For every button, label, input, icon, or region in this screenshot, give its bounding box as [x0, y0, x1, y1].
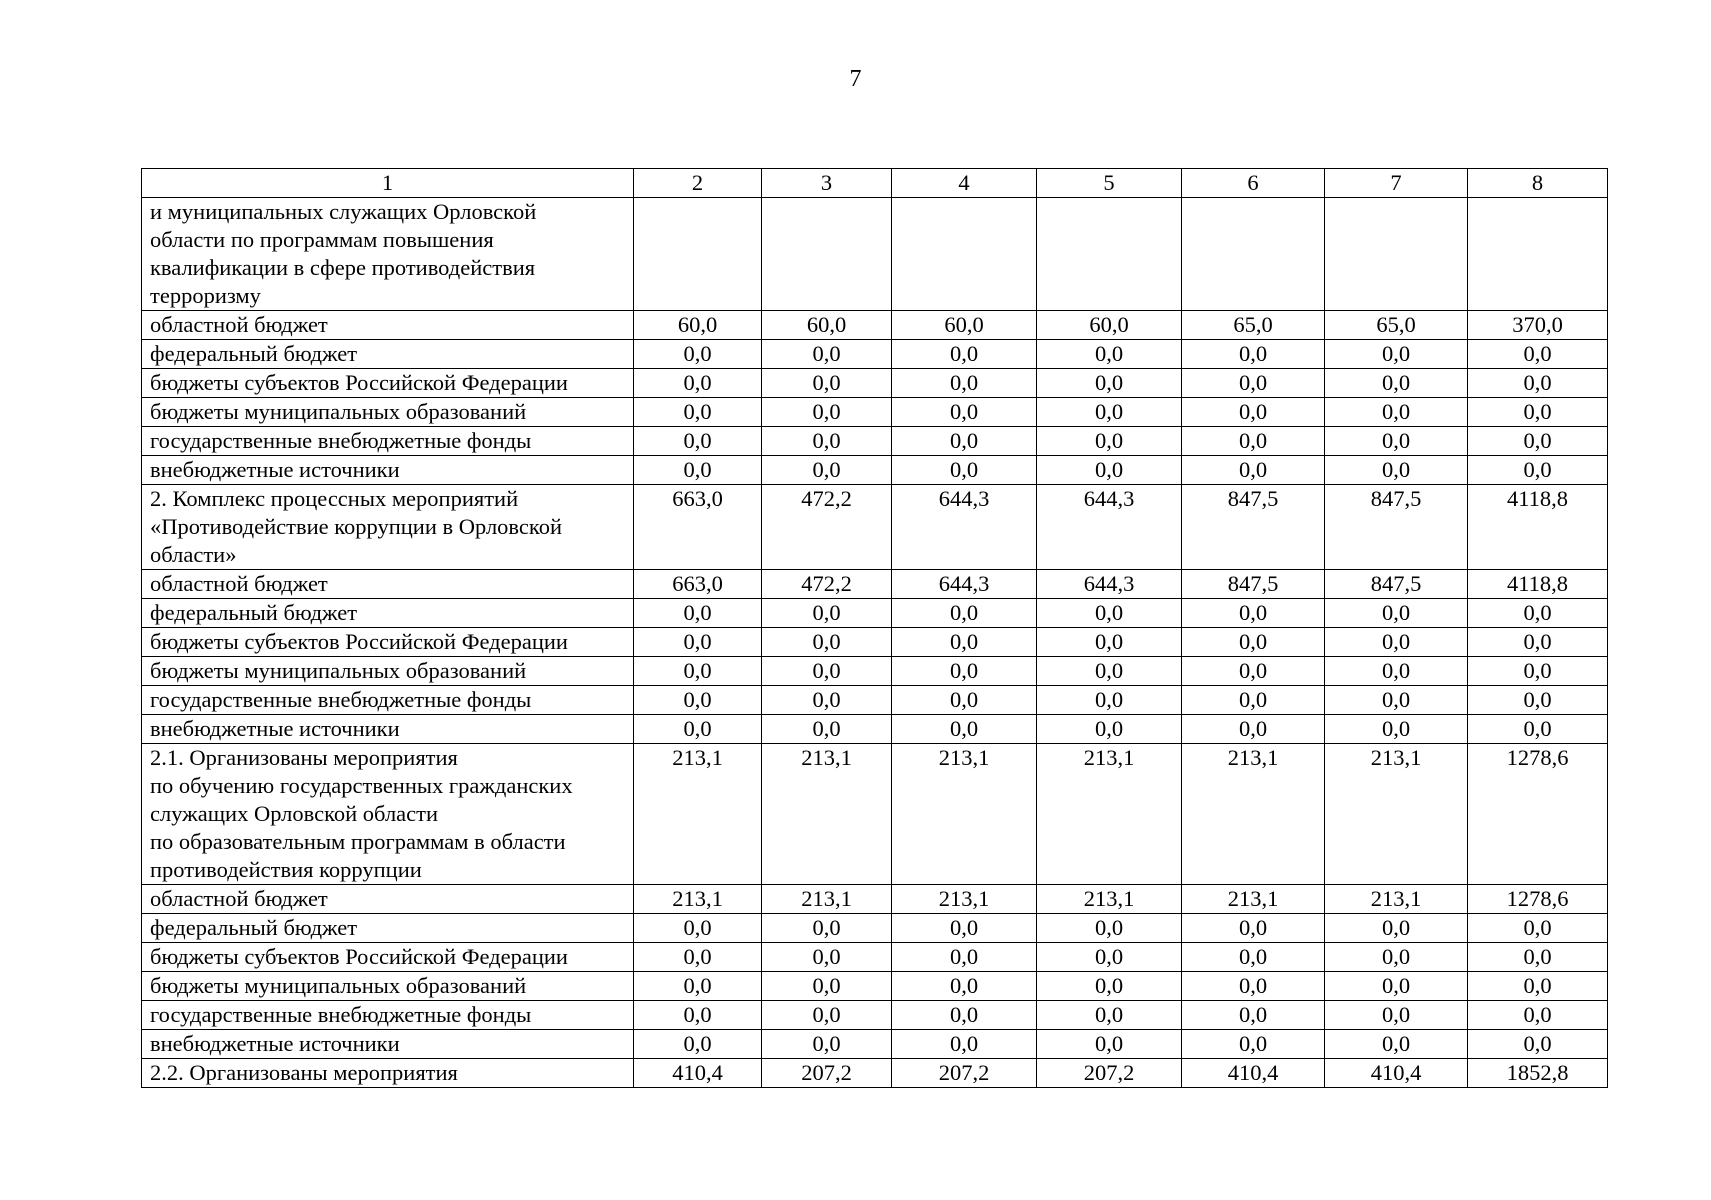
value-cell: 0,0	[762, 340, 892, 369]
value-cell: 0,0	[1037, 456, 1182, 485]
column-number-header: 7	[1325, 169, 1468, 198]
value-cell: 644,3	[1037, 570, 1182, 599]
row-label-cell	[142, 715, 634, 744]
row-label-cell	[142, 311, 634, 340]
value-cell: 472,2	[762, 570, 892, 599]
table-row	[142, 1059, 1608, 1088]
column-number-header: 2	[634, 169, 762, 198]
table-row	[142, 570, 1608, 599]
value-cell: 0,0	[1182, 427, 1325, 456]
value-cell: 0,0	[634, 943, 762, 972]
value-cell: 0,0	[1182, 628, 1325, 657]
value-cell: 0,0	[892, 599, 1037, 628]
value-cell: 0,0	[1468, 456, 1608, 485]
row-label-line: федеральный бюджет	[150, 915, 358, 940]
row-label-line: терроризму	[150, 283, 261, 308]
value-cell: 0,0	[1325, 943, 1468, 972]
value-cell: 0,0	[634, 427, 762, 456]
value-cell: 0,0	[1468, 340, 1608, 369]
row-label-cell	[142, 427, 634, 456]
value-cell: 0,0	[1182, 657, 1325, 686]
value-cell: 0,0	[1182, 1001, 1325, 1030]
value-cell: 0,0	[634, 1030, 762, 1059]
value-cell: 0,0	[1182, 369, 1325, 398]
value-cell: 0,0	[1325, 628, 1468, 657]
value-cell: 0,0	[1037, 914, 1182, 943]
value-cell: 213,1	[634, 744, 762, 885]
value-cell: 0,0	[1325, 456, 1468, 485]
value-cell: 0,0	[1325, 972, 1468, 1001]
row-label-line: государственные внебюджетные фонды	[150, 1002, 532, 1027]
budget-table	[141, 168, 1608, 1088]
value-cell: 0,0	[892, 427, 1037, 456]
value-cell: 0,0	[1182, 914, 1325, 943]
value-cell: 410,4	[634, 1059, 762, 1088]
value-cell: 0,0	[762, 943, 892, 972]
value-cell	[634, 198, 762, 311]
value-cell: 60,0	[762, 311, 892, 340]
value-cell: 0,0	[892, 715, 1037, 744]
value-cell: 0,0	[762, 686, 892, 715]
value-cell: 847,5	[1325, 485, 1468, 570]
value-cell: 0,0	[1468, 715, 1608, 744]
row-label-line: по образовательным программам в области	[150, 829, 566, 854]
row-label-cell	[142, 198, 634, 311]
value-cell: 0,0	[1037, 340, 1182, 369]
value-cell: 213,1	[762, 885, 892, 914]
value-cell: 0,0	[1037, 1030, 1182, 1059]
value-cell: 0,0	[1182, 943, 1325, 972]
value-cell: 4118,8	[1468, 485, 1608, 570]
table-row	[142, 369, 1608, 398]
column-number-header: 6	[1182, 169, 1325, 198]
value-cell: 0,0	[1037, 657, 1182, 686]
value-cell: 207,2	[892, 1059, 1037, 1088]
table-row	[142, 914, 1608, 943]
value-cell: 0,0	[1037, 398, 1182, 427]
table-row	[142, 744, 1608, 885]
value-cell: 0,0	[1037, 628, 1182, 657]
value-cell: 213,1	[1182, 744, 1325, 885]
value-cell: 0,0	[1325, 1030, 1468, 1059]
table-row	[142, 972, 1608, 1001]
value-cell	[892, 198, 1037, 311]
value-cell: 663,0	[634, 485, 762, 570]
value-cell: 0,0	[634, 369, 762, 398]
value-cell: 0,0	[1468, 657, 1608, 686]
value-cell: 0,0	[762, 369, 892, 398]
column-number-header: 3	[762, 169, 892, 198]
row-label-cell	[142, 972, 634, 1001]
value-cell: 0,0	[1182, 1030, 1325, 1059]
table-header-row	[142, 169, 1608, 198]
row-label-line: бюджеты субъектов Российской Федерации	[150, 944, 568, 969]
value-cell: 0,0	[1182, 599, 1325, 628]
column-number-header: 4	[892, 169, 1037, 198]
value-cell: 847,5	[1182, 485, 1325, 570]
row-label-cell	[142, 570, 634, 599]
value-cell: 0,0	[762, 599, 892, 628]
row-label-line: области по программам повышения	[150, 227, 494, 252]
row-label-line: федеральный бюджет	[150, 341, 358, 366]
value-cell: 0,0	[1325, 657, 1468, 686]
value-cell: 207,2	[762, 1059, 892, 1088]
table-row	[142, 1030, 1608, 1059]
value-cell	[1182, 198, 1325, 311]
value-cell: 0,0	[634, 599, 762, 628]
table-row	[142, 885, 1608, 914]
row-label-cell	[142, 686, 634, 715]
value-cell: 0,0	[634, 657, 762, 686]
row-label-line: 2.2. Организованы мероприятия	[150, 1060, 458, 1085]
row-label-line: бюджеты субъектов Российской Федерации	[150, 370, 568, 395]
value-cell: 0,0	[1037, 686, 1182, 715]
value-cell: 213,1	[892, 885, 1037, 914]
table-row	[142, 311, 1608, 340]
value-cell: 0,0	[762, 398, 892, 427]
value-cell: 0,0	[1468, 1030, 1608, 1059]
row-label-line: федеральный бюджет	[150, 600, 358, 625]
value-cell: 0,0	[634, 398, 762, 427]
value-cell: 0,0	[762, 628, 892, 657]
value-cell: 0,0	[1182, 972, 1325, 1001]
row-label-cell	[142, 1001, 634, 1030]
value-cell: 0,0	[634, 340, 762, 369]
value-cell: 0,0	[1037, 427, 1182, 456]
value-cell: 0,0	[634, 686, 762, 715]
row-label-line: внебюджетные источники	[150, 457, 400, 482]
value-cell: 4118,8	[1468, 570, 1608, 599]
value-cell: 207,2	[1037, 1059, 1182, 1088]
table-row	[142, 340, 1608, 369]
row-label-line: области»	[150, 542, 237, 567]
value-cell	[1037, 198, 1182, 311]
row-label-cell	[142, 340, 634, 369]
value-cell: 0,0	[634, 456, 762, 485]
value-cell: 644,3	[892, 485, 1037, 570]
value-cell: 0,0	[1037, 972, 1182, 1001]
value-cell: 60,0	[634, 311, 762, 340]
value-cell: 0,0	[1182, 456, 1325, 485]
row-label-cell	[142, 456, 634, 485]
value-cell: 370,0	[1468, 311, 1608, 340]
value-cell: 644,3	[1037, 485, 1182, 570]
row-label-cell	[142, 369, 634, 398]
value-cell: 0,0	[1468, 1001, 1608, 1030]
value-cell: 0,0	[892, 943, 1037, 972]
value-cell: 0,0	[1037, 715, 1182, 744]
value-cell: 847,5	[1182, 570, 1325, 599]
row-label-line: областной бюджет	[150, 886, 328, 911]
row-label-line: противодействия коррупции	[150, 857, 422, 882]
table-row	[142, 398, 1608, 427]
value-cell: 0,0	[1037, 599, 1182, 628]
value-cell: 0,0	[1325, 914, 1468, 943]
value-cell: 0,0	[892, 340, 1037, 369]
table-row	[142, 943, 1608, 972]
value-cell: 0,0	[1468, 398, 1608, 427]
value-cell: 0,0	[762, 657, 892, 686]
value-cell: 644,3	[892, 570, 1037, 599]
value-cell: 0,0	[762, 972, 892, 1001]
column-number-header: 1	[142, 169, 634, 198]
row-label-line: бюджеты муниципальных образований	[150, 658, 527, 683]
value-cell: 0,0	[634, 914, 762, 943]
row-label-line: бюджеты муниципальных образований	[150, 973, 527, 998]
value-cell: 0,0	[1037, 943, 1182, 972]
value-cell: 0,0	[1182, 715, 1325, 744]
value-cell: 213,1	[634, 885, 762, 914]
value-cell	[762, 198, 892, 311]
value-cell: 0,0	[1182, 686, 1325, 715]
value-cell: 0,0	[1468, 427, 1608, 456]
row-label-cell	[142, 1059, 634, 1088]
row-label-line: «Противодействие коррупции в Орловской	[150, 514, 562, 539]
row-label-line: бюджеты субъектов Российской Федерации	[150, 629, 568, 654]
value-cell: 213,1	[1037, 885, 1182, 914]
value-cell: 0,0	[892, 456, 1037, 485]
value-cell: 0,0	[1325, 340, 1468, 369]
table-row	[142, 657, 1608, 686]
table-row	[142, 485, 1608, 570]
table-body	[142, 169, 1608, 1088]
value-cell: 0,0	[634, 715, 762, 744]
value-cell: 1278,6	[1468, 885, 1608, 914]
value-cell: 0,0	[762, 1030, 892, 1059]
row-label-line: 2. Комплекс процессных мероприятий	[150, 486, 519, 511]
column-number-header: 8	[1468, 169, 1608, 198]
table-row	[142, 715, 1608, 744]
value-cell: 0,0	[1468, 943, 1608, 972]
value-cell: 0,0	[634, 972, 762, 1001]
value-cell: 60,0	[892, 311, 1037, 340]
row-label-line: государственные внебюджетные фонды	[150, 428, 532, 453]
value-cell: 0,0	[1325, 599, 1468, 628]
row-label-line: бюджеты муниципальных образований	[150, 399, 527, 424]
value-cell: 0,0	[892, 398, 1037, 427]
row-label-line: областной бюджет	[150, 571, 328, 596]
value-cell: 213,1	[1037, 744, 1182, 885]
value-cell: 0,0	[1468, 972, 1608, 1001]
row-label-line: областной бюджет	[150, 312, 328, 337]
value-cell: 213,1	[1325, 885, 1468, 914]
row-label-line: по обучению государственных гражданских	[150, 773, 573, 798]
value-cell: 663,0	[634, 570, 762, 599]
row-label-cell	[142, 744, 634, 885]
value-cell: 213,1	[892, 744, 1037, 885]
value-cell: 0,0	[762, 914, 892, 943]
value-cell: 410,4	[1182, 1059, 1325, 1088]
value-cell: 0,0	[1468, 369, 1608, 398]
row-label-line: внебюджетные источники	[150, 716, 400, 741]
row-label-line: внебюджетные источники	[150, 1031, 400, 1056]
value-cell: 213,1	[1182, 885, 1325, 914]
value-cell: 0,0	[1325, 398, 1468, 427]
table-row	[142, 599, 1608, 628]
column-number-header: 5	[1037, 169, 1182, 198]
row-label-cell	[142, 885, 634, 914]
value-cell: 65,0	[1182, 311, 1325, 340]
value-cell: 0,0	[762, 427, 892, 456]
row-label-cell	[142, 628, 634, 657]
table-row	[142, 1001, 1608, 1030]
value-cell: 213,1	[762, 744, 892, 885]
value-cell: 0,0	[1468, 599, 1608, 628]
value-cell	[1325, 198, 1468, 311]
page-number: 7	[849, 66, 862, 92]
value-cell: 0,0	[1325, 1001, 1468, 1030]
value-cell: 213,1	[1325, 744, 1468, 885]
value-cell: 0,0	[1325, 427, 1468, 456]
value-cell: 0,0	[1037, 1001, 1182, 1030]
table-row	[142, 686, 1608, 715]
value-cell: 1278,6	[1468, 744, 1608, 885]
row-label-cell	[142, 485, 634, 570]
value-cell: 0,0	[1325, 686, 1468, 715]
value-cell: 60,0	[1037, 311, 1182, 340]
row-label-cell	[142, 914, 634, 943]
table-row	[142, 456, 1608, 485]
row-label-line: государственные внебюджетные фонды	[150, 687, 532, 712]
value-cell: 0,0	[1182, 398, 1325, 427]
value-cell: 0,0	[762, 1001, 892, 1030]
value-cell: 0,0	[892, 914, 1037, 943]
value-cell: 0,0	[892, 686, 1037, 715]
row-label-cell	[142, 1030, 634, 1059]
table-row	[142, 198, 1608, 311]
value-cell: 410,4	[1325, 1059, 1468, 1088]
value-cell: 0,0	[892, 1001, 1037, 1030]
value-cell: 0,0	[892, 369, 1037, 398]
value-cell: 0,0	[892, 628, 1037, 657]
value-cell: 0,0	[634, 628, 762, 657]
value-cell: 0,0	[1325, 715, 1468, 744]
row-label-cell	[142, 943, 634, 972]
value-cell: 0,0	[1468, 686, 1608, 715]
value-cell: 0,0	[1468, 628, 1608, 657]
value-cell: 0,0	[892, 1030, 1037, 1059]
table-row	[142, 427, 1608, 456]
row-label-line: квалификации в сфере противодействия	[150, 255, 536, 280]
value-cell: 0,0	[1182, 340, 1325, 369]
value-cell: 472,2	[762, 485, 892, 570]
value-cell: 65,0	[1325, 311, 1468, 340]
value-cell: 847,5	[1325, 570, 1468, 599]
row-label-line: 2.1. Организованы мероприятия	[150, 745, 458, 770]
row-label-line: и муниципальных служащих Орловской	[150, 199, 537, 224]
value-cell: 0,0	[634, 1001, 762, 1030]
row-label-cell	[142, 398, 634, 427]
value-cell: 0,0	[762, 715, 892, 744]
row-label-cell	[142, 599, 634, 628]
value-cell: 0,0	[1037, 369, 1182, 398]
table-row	[142, 628, 1608, 657]
value-cell: 0,0	[892, 657, 1037, 686]
row-label-line: служащих Орловской области	[150, 801, 439, 826]
value-cell: 0,0	[892, 972, 1037, 1001]
row-label-cell	[142, 657, 634, 686]
value-cell	[1468, 198, 1608, 311]
value-cell: 0,0	[1468, 914, 1608, 943]
value-cell: 0,0	[762, 456, 892, 485]
value-cell: 0,0	[1325, 369, 1468, 398]
value-cell: 1852,8	[1468, 1059, 1608, 1088]
